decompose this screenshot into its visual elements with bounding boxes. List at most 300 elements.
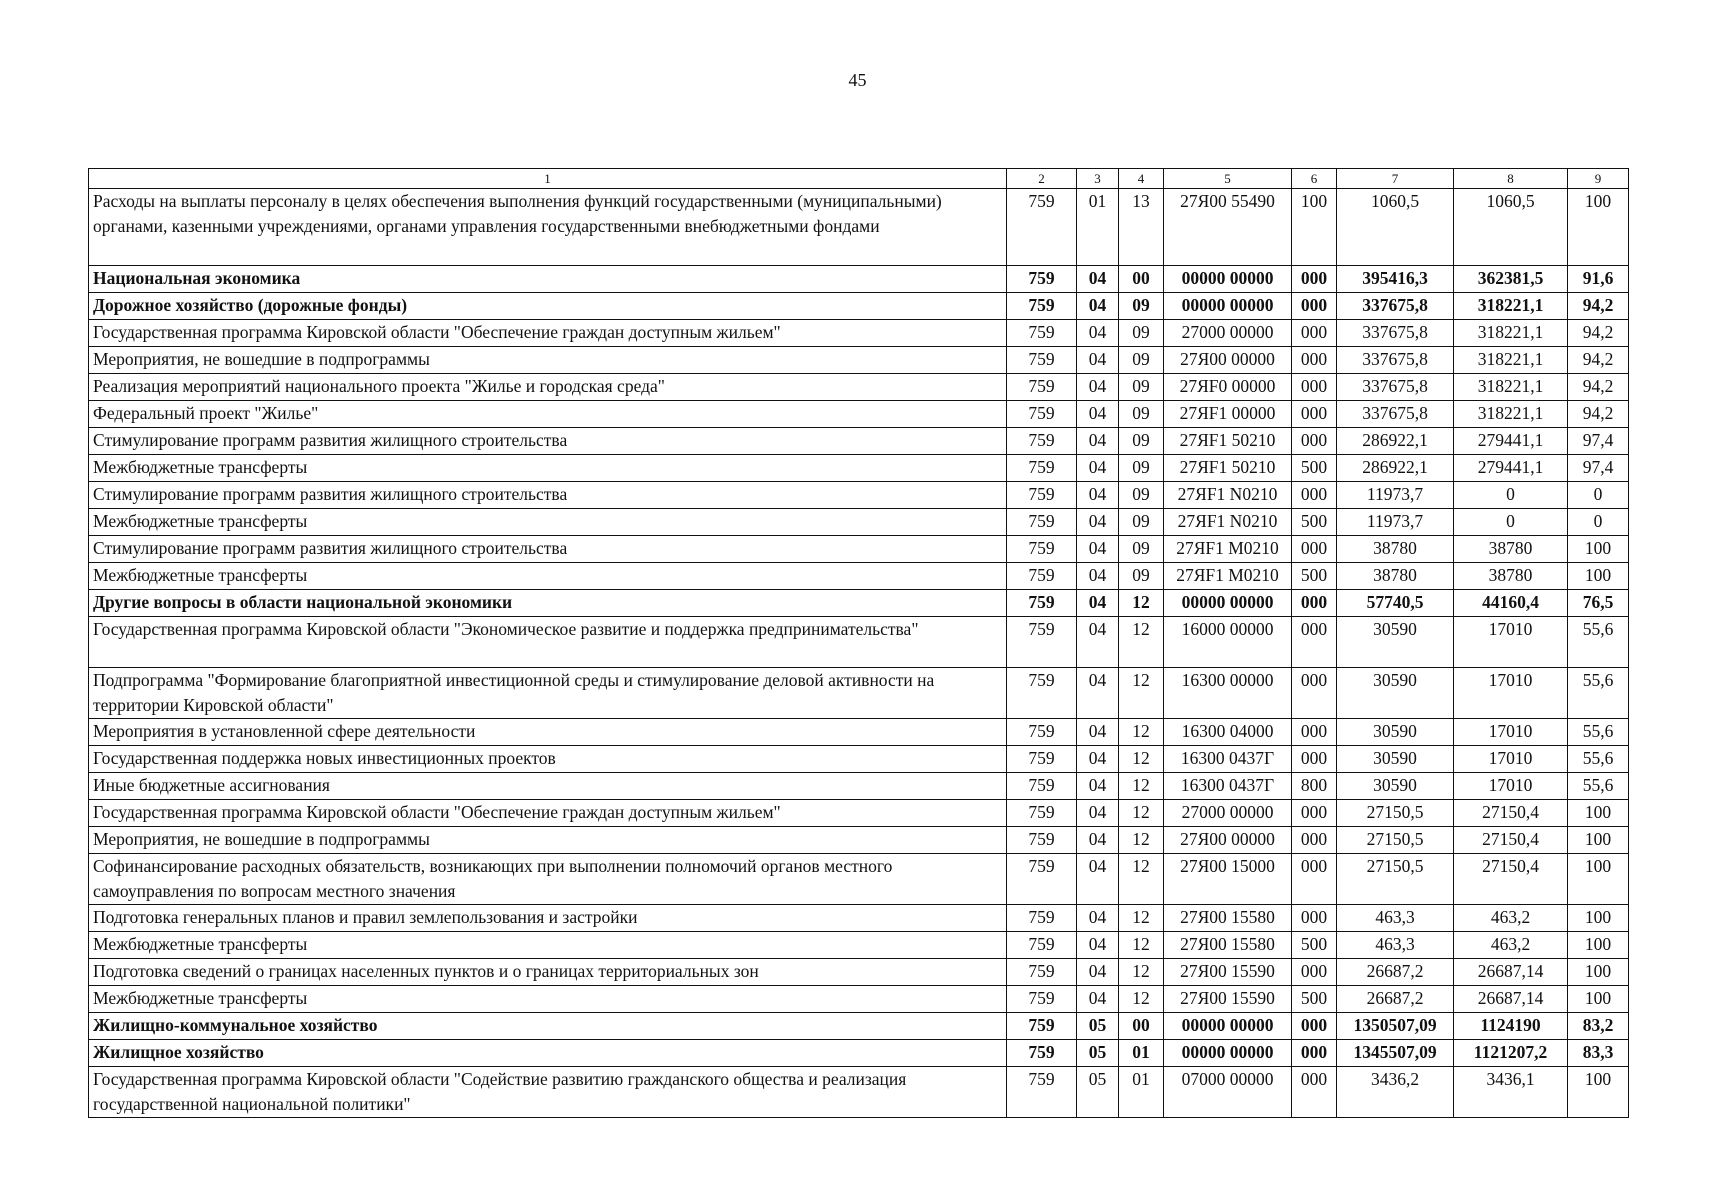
table-row xyxy=(89,932,1629,959)
cell-subsection: 12 xyxy=(1119,959,1164,986)
cell-percent: 100 xyxy=(1568,827,1629,854)
cell-planned: 337675,8 xyxy=(1337,347,1454,374)
cell-percent: 0 xyxy=(1568,482,1629,509)
cell-planned: 27150,5 xyxy=(1337,854,1454,905)
cell-section: 04 xyxy=(1077,428,1119,455)
cell-planned: 286922,1 xyxy=(1337,428,1454,455)
cell-executed: 318221,1 xyxy=(1454,374,1568,401)
row-name: Государственная программа Кировской области "Обеспечение граждан доступным жильем" xyxy=(89,800,1007,827)
cell-admin-code: 759 xyxy=(1007,266,1077,293)
cell-target-article: 16300 0437Г xyxy=(1164,746,1292,773)
table-row xyxy=(89,428,1629,455)
cell-section: 04 xyxy=(1077,347,1119,374)
table-row xyxy=(89,266,1629,293)
cell-expense-type: 000 xyxy=(1292,482,1337,509)
cell-expense-type: 000 xyxy=(1292,320,1337,347)
cell-executed: 1124190 xyxy=(1454,1013,1568,1040)
cell-subsection: 09 xyxy=(1119,509,1164,536)
cell-section: 04 xyxy=(1077,959,1119,986)
header-cell-6: 6 xyxy=(1292,169,1337,189)
table-row xyxy=(89,455,1629,482)
table-row xyxy=(89,293,1629,320)
cell-percent: 83,2 xyxy=(1568,1013,1629,1040)
cell-subsection: 01 xyxy=(1119,1040,1164,1067)
cell-expense-type: 500 xyxy=(1292,509,1337,536)
row-name: Межбюджетные трансферты xyxy=(89,932,1007,959)
cell-admin-code: 759 xyxy=(1007,509,1077,536)
table-row xyxy=(89,719,1629,746)
cell-subsection: 12 xyxy=(1119,932,1164,959)
cell-planned: 26687,2 xyxy=(1337,959,1454,986)
cell-admin-code: 759 xyxy=(1007,347,1077,374)
cell-planned: 26687,2 xyxy=(1337,986,1454,1013)
table-header xyxy=(89,169,1629,189)
table-row xyxy=(89,854,1629,905)
cell-subsection: 13 xyxy=(1119,189,1164,266)
cell-admin-code: 759 xyxy=(1007,854,1077,905)
cell-admin-code: 759 xyxy=(1007,1040,1077,1067)
cell-percent: 94,2 xyxy=(1568,347,1629,374)
row-name: Межбюджетные трансферты xyxy=(89,509,1007,536)
table-row xyxy=(89,482,1629,509)
cell-percent: 55,6 xyxy=(1568,746,1629,773)
cell-expense-type: 000 xyxy=(1292,1040,1337,1067)
cell-subsection: 12 xyxy=(1119,827,1164,854)
cell-expense-type: 000 xyxy=(1292,347,1337,374)
cell-planned: 1350507,09 xyxy=(1337,1013,1454,1040)
cell-executed: 1060,5 xyxy=(1454,189,1568,266)
row-name: Стимулирование программ развития жилищного строительства xyxy=(89,482,1007,509)
cell-admin-code: 759 xyxy=(1007,536,1077,563)
cell-subsection: 12 xyxy=(1119,668,1164,719)
cell-section: 04 xyxy=(1077,455,1119,482)
cell-target-article: 27Я00 00000 xyxy=(1164,347,1292,374)
cell-planned: 30590 xyxy=(1337,746,1454,773)
cell-percent: 100 xyxy=(1568,536,1629,563)
cell-target-article: 27ЯF1 M0210 xyxy=(1164,563,1292,590)
cell-executed: 1121207,2 xyxy=(1454,1040,1568,1067)
row-name: Подготовка сведений о границах населенных пунктов и о границах территориальных зон xyxy=(89,959,1007,986)
cell-expense-type: 000 xyxy=(1292,1013,1337,1040)
header-cell-8: 8 xyxy=(1454,169,1568,189)
cell-executed: 38780 xyxy=(1454,563,1568,590)
cell-executed: 362381,5 xyxy=(1454,266,1568,293)
cell-section: 04 xyxy=(1077,932,1119,959)
cell-target-article: 16300 0437Г xyxy=(1164,773,1292,800)
cell-expense-type: 000 xyxy=(1292,800,1337,827)
row-name: Стимулирование программ развития жилищного строительства xyxy=(89,536,1007,563)
cell-admin-code: 759 xyxy=(1007,563,1077,590)
cell-subsection: 09 xyxy=(1119,401,1164,428)
cell-target-article: 27Я00 15590 xyxy=(1164,986,1292,1013)
cell-expense-type: 000 xyxy=(1292,668,1337,719)
cell-section: 04 xyxy=(1077,563,1119,590)
cell-planned: 27150,5 xyxy=(1337,827,1454,854)
cell-section: 05 xyxy=(1077,1040,1119,1067)
cell-target-article: 27Я00 55490 xyxy=(1164,189,1292,266)
table-row xyxy=(89,401,1629,428)
cell-expense-type: 500 xyxy=(1292,986,1337,1013)
cell-percent: 76,5 xyxy=(1568,590,1629,617)
cell-planned: 30590 xyxy=(1337,617,1454,668)
header-cell-1: 1 xyxy=(89,169,1007,189)
header-cell-5: 5 xyxy=(1164,169,1292,189)
cell-executed: 26687,14 xyxy=(1454,959,1568,986)
cell-admin-code: 759 xyxy=(1007,455,1077,482)
row-name: Иные бюджетные ассигнования xyxy=(89,773,1007,800)
cell-subsection: 09 xyxy=(1119,293,1164,320)
cell-subsection: 12 xyxy=(1119,854,1164,905)
cell-percent: 97,4 xyxy=(1568,455,1629,482)
cell-target-article: 16300 04000 xyxy=(1164,719,1292,746)
row-name: Подготовка генеральных планов и правил землепользования и застройки xyxy=(89,905,1007,932)
table-row xyxy=(89,746,1629,773)
cell-target-article: 00000 00000 xyxy=(1164,293,1292,320)
row-name: Государственная программа Кировской области "Экономическое развитие и поддержка предпринимательства" xyxy=(89,617,1007,668)
cell-executed: 318221,1 xyxy=(1454,293,1568,320)
cell-admin-code: 759 xyxy=(1007,986,1077,1013)
cell-expense-type: 000 xyxy=(1292,266,1337,293)
cell-expense-type: 000 xyxy=(1292,536,1337,563)
row-name: Софинансирование расходных обязательств, возникающих при выполнении полномочий органов местного самоуправления по вопросам местного значения xyxy=(89,854,1007,905)
cell-planned: 395416,3 xyxy=(1337,266,1454,293)
cell-planned: 30590 xyxy=(1337,773,1454,800)
cell-target-article: 07000 00000 xyxy=(1164,1067,1292,1118)
header-cell-3: 3 xyxy=(1077,169,1119,189)
row-name: Стимулирование программ развития жилищного строительства xyxy=(89,428,1007,455)
cell-executed: 0 xyxy=(1454,482,1568,509)
table-row xyxy=(89,509,1629,536)
table-row xyxy=(89,905,1629,932)
cell-percent: 100 xyxy=(1568,1067,1629,1118)
row-name: Межбюджетные трансферты xyxy=(89,455,1007,482)
cell-percent: 97,4 xyxy=(1568,428,1629,455)
table-row xyxy=(89,1040,1629,1067)
table-row xyxy=(89,189,1629,266)
cell-subsection: 12 xyxy=(1119,800,1164,827)
header-row xyxy=(89,169,1629,189)
cell-target-article: 27ЯF0 00000 xyxy=(1164,374,1292,401)
cell-target-article: 00000 00000 xyxy=(1164,1040,1292,1067)
cell-subsection: 00 xyxy=(1119,1013,1164,1040)
cell-section: 04 xyxy=(1077,590,1119,617)
cell-planned: 11973,7 xyxy=(1337,509,1454,536)
cell-admin-code: 759 xyxy=(1007,668,1077,719)
cell-section: 04 xyxy=(1077,986,1119,1013)
cell-subsection: 12 xyxy=(1119,719,1164,746)
cell-planned: 1345507,09 xyxy=(1337,1040,1454,1067)
cell-section: 05 xyxy=(1077,1013,1119,1040)
cell-expense-type: 000 xyxy=(1292,590,1337,617)
cell-section: 04 xyxy=(1077,293,1119,320)
table-row xyxy=(89,800,1629,827)
cell-admin-code: 759 xyxy=(1007,773,1077,800)
cell-percent: 94,2 xyxy=(1568,374,1629,401)
cell-executed: 17010 xyxy=(1454,773,1568,800)
table-row xyxy=(89,374,1629,401)
cell-expense-type: 000 xyxy=(1292,746,1337,773)
cell-planned: 30590 xyxy=(1337,668,1454,719)
cell-percent: 100 xyxy=(1568,854,1629,905)
cell-admin-code: 759 xyxy=(1007,800,1077,827)
cell-executed: 26687,14 xyxy=(1454,986,1568,1013)
cell-target-article: 27ЯF1 00000 xyxy=(1164,401,1292,428)
table-row xyxy=(89,347,1629,374)
header-cell-9: 9 xyxy=(1568,169,1629,189)
cell-percent: 100 xyxy=(1568,932,1629,959)
cell-target-article: 00000 00000 xyxy=(1164,590,1292,617)
cell-target-article: 27000 00000 xyxy=(1164,320,1292,347)
cell-section: 04 xyxy=(1077,773,1119,800)
cell-executed: 17010 xyxy=(1454,746,1568,773)
row-name: Расходы на выплаты персоналу в целях обеспечения выполнения функций государственными (муниципальными) органами, казенными учреждениями, органами управления государственными внебюджетными фондами xyxy=(89,189,1007,266)
cell-subsection: 09 xyxy=(1119,563,1164,590)
cell-expense-type: 000 xyxy=(1292,905,1337,932)
cell-target-article: 27Я00 00000 xyxy=(1164,827,1292,854)
table-row xyxy=(89,986,1629,1013)
cell-admin-code: 759 xyxy=(1007,719,1077,746)
cell-admin-code: 759 xyxy=(1007,1067,1077,1118)
cell-subsection: 12 xyxy=(1119,746,1164,773)
cell-section: 04 xyxy=(1077,401,1119,428)
table-body xyxy=(89,189,1629,1118)
cell-planned: 337675,8 xyxy=(1337,320,1454,347)
cell-section: 04 xyxy=(1077,668,1119,719)
row-name: Жилищное хозяйство xyxy=(89,1040,1007,1067)
cell-section: 04 xyxy=(1077,719,1119,746)
cell-expense-type: 800 xyxy=(1292,773,1337,800)
cell-executed: 318221,1 xyxy=(1454,347,1568,374)
cell-expense-type: 000 xyxy=(1292,854,1337,905)
cell-planned: 11973,7 xyxy=(1337,482,1454,509)
cell-executed: 44160,4 xyxy=(1454,590,1568,617)
cell-target-article: 00000 00000 xyxy=(1164,266,1292,293)
cell-subsection: 12 xyxy=(1119,905,1164,932)
cell-planned: 38780 xyxy=(1337,536,1454,563)
cell-admin-code: 759 xyxy=(1007,590,1077,617)
cell-executed: 318221,1 xyxy=(1454,320,1568,347)
cell-section: 04 xyxy=(1077,746,1119,773)
cell-subsection: 09 xyxy=(1119,374,1164,401)
cell-section: 04 xyxy=(1077,800,1119,827)
cell-planned: 57740,5 xyxy=(1337,590,1454,617)
cell-executed: 27150,4 xyxy=(1454,854,1568,905)
cell-percent: 100 xyxy=(1568,800,1629,827)
cell-executed: 27150,4 xyxy=(1454,800,1568,827)
cell-subsection: 12 xyxy=(1119,617,1164,668)
cell-target-article: 27ЯF1 50210 xyxy=(1164,455,1292,482)
cell-percent: 91,6 xyxy=(1568,266,1629,293)
cell-target-article: 16000 00000 xyxy=(1164,617,1292,668)
cell-subsection: 09 xyxy=(1119,482,1164,509)
row-name: Межбюджетные трансферты xyxy=(89,986,1007,1013)
table-row xyxy=(89,1013,1629,1040)
cell-percent: 100 xyxy=(1568,563,1629,590)
cell-executed: 27150,4 xyxy=(1454,827,1568,854)
header-cell-2: 2 xyxy=(1007,169,1077,189)
cell-subsection: 09 xyxy=(1119,428,1164,455)
row-name: Дорожное хозяйство (дорожные фонды) xyxy=(89,293,1007,320)
page-number: 45 xyxy=(848,70,867,90)
cell-executed: 17010 xyxy=(1454,617,1568,668)
cell-section: 04 xyxy=(1077,617,1119,668)
cell-admin-code: 759 xyxy=(1007,959,1077,986)
cell-expense-type: 000 xyxy=(1292,428,1337,455)
row-name: Федеральный проект "Жилье" xyxy=(89,401,1007,428)
cell-subsection: 12 xyxy=(1119,986,1164,1013)
cell-planned: 337675,8 xyxy=(1337,293,1454,320)
cell-target-article: 27Я00 15580 xyxy=(1164,932,1292,959)
cell-executed: 17010 xyxy=(1454,719,1568,746)
cell-planned: 337675,8 xyxy=(1337,401,1454,428)
header-cell-4: 4 xyxy=(1119,169,1164,189)
cell-executed: 17010 xyxy=(1454,668,1568,719)
header-cell-7: 7 xyxy=(1337,169,1454,189)
cell-subsection: 09 xyxy=(1119,455,1164,482)
cell-admin-code: 759 xyxy=(1007,746,1077,773)
cell-section: 01 xyxy=(1077,189,1119,266)
cell-target-article: 27ЯF1 50210 xyxy=(1164,428,1292,455)
row-name: Государственная поддержка новых инвестиционных проектов xyxy=(89,746,1007,773)
cell-planned: 286922,1 xyxy=(1337,455,1454,482)
cell-expense-type: 500 xyxy=(1292,932,1337,959)
cell-admin-code: 759 xyxy=(1007,401,1077,428)
cell-section: 04 xyxy=(1077,905,1119,932)
cell-section: 04 xyxy=(1077,854,1119,905)
table-row xyxy=(89,617,1629,668)
cell-executed: 279441,1 xyxy=(1454,428,1568,455)
cell-planned: 463,3 xyxy=(1337,905,1454,932)
cell-section: 04 xyxy=(1077,266,1119,293)
cell-admin-code: 759 xyxy=(1007,428,1077,455)
cell-admin-code: 759 xyxy=(1007,320,1077,347)
table-row xyxy=(89,563,1629,590)
cell-percent: 55,6 xyxy=(1568,617,1629,668)
cell-expense-type: 100 xyxy=(1292,189,1337,266)
cell-admin-code: 759 xyxy=(1007,293,1077,320)
cell-target-article: 27Я00 15000 xyxy=(1164,854,1292,905)
cell-percent: 100 xyxy=(1568,905,1629,932)
table-row xyxy=(89,668,1629,719)
cell-percent: 100 xyxy=(1568,986,1629,1013)
row-name: Подпрограмма "Формирование благоприятной инвестиционной среды и стимулирование деловой активности на территории Кировской области" xyxy=(89,668,1007,719)
cell-target-article: 27ЯF1 M0210 xyxy=(1164,536,1292,563)
cell-target-article: 27ЯF1 N0210 xyxy=(1164,482,1292,509)
cell-admin-code: 759 xyxy=(1007,189,1077,266)
row-name: Государственная программа Кировской области "Обеспечение граждан доступным жильем" xyxy=(89,320,1007,347)
cell-expense-type: 000 xyxy=(1292,401,1337,428)
table-row xyxy=(89,590,1629,617)
cell-percent: 94,2 xyxy=(1568,320,1629,347)
cell-subsection: 09 xyxy=(1119,320,1164,347)
cell-expense-type: 500 xyxy=(1292,455,1337,482)
cell-target-article: 27ЯF1 N0210 xyxy=(1164,509,1292,536)
budget-table xyxy=(88,168,1629,1118)
cell-percent: 0 xyxy=(1568,509,1629,536)
table-row xyxy=(89,959,1629,986)
cell-subsection: 12 xyxy=(1119,773,1164,800)
cell-percent: 94,2 xyxy=(1568,293,1629,320)
cell-section: 04 xyxy=(1077,320,1119,347)
cell-expense-type: 000 xyxy=(1292,374,1337,401)
cell-expense-type: 000 xyxy=(1292,827,1337,854)
cell-subsection: 01 xyxy=(1119,1067,1164,1118)
cell-section: 04 xyxy=(1077,374,1119,401)
cell-section: 04 xyxy=(1077,509,1119,536)
cell-percent: 94,2 xyxy=(1568,401,1629,428)
cell-executed: 318221,1 xyxy=(1454,401,1568,428)
cell-section: 04 xyxy=(1077,827,1119,854)
cell-expense-type: 000 xyxy=(1292,959,1337,986)
cell-executed: 38780 xyxy=(1454,536,1568,563)
cell-admin-code: 759 xyxy=(1007,827,1077,854)
cell-expense-type: 000 xyxy=(1292,719,1337,746)
cell-planned: 30590 xyxy=(1337,719,1454,746)
cell-planned: 27150,5 xyxy=(1337,800,1454,827)
cell-target-article: 16300 00000 xyxy=(1164,668,1292,719)
row-name: Жилищно-коммунальное хозяйство xyxy=(89,1013,1007,1040)
cell-subsection: 00 xyxy=(1119,266,1164,293)
cell-expense-type: 500 xyxy=(1292,563,1337,590)
cell-percent: 55,6 xyxy=(1568,668,1629,719)
cell-target-article: 27Я00 15590 xyxy=(1164,959,1292,986)
cell-planned: 337675,8 xyxy=(1337,374,1454,401)
cell-executed: 3436,1 xyxy=(1454,1067,1568,1118)
cell-admin-code: 759 xyxy=(1007,482,1077,509)
cell-section: 04 xyxy=(1077,482,1119,509)
cell-subsection: 12 xyxy=(1119,590,1164,617)
row-name: Национальная экономика xyxy=(89,266,1007,293)
cell-admin-code: 759 xyxy=(1007,905,1077,932)
cell-section: 04 xyxy=(1077,536,1119,563)
cell-executed: 0 xyxy=(1454,509,1568,536)
cell-executed: 463,2 xyxy=(1454,932,1568,959)
cell-admin-code: 759 xyxy=(1007,932,1077,959)
cell-percent: 100 xyxy=(1568,189,1629,266)
table-row xyxy=(89,320,1629,347)
table-row xyxy=(89,773,1629,800)
cell-subsection: 09 xyxy=(1119,347,1164,374)
cell-percent: 55,6 xyxy=(1568,773,1629,800)
row-name: Реализация мероприятий национального проекта "Жилье и городская среда" xyxy=(89,374,1007,401)
cell-admin-code: 759 xyxy=(1007,1013,1077,1040)
row-name: Мероприятия, не вошедшие в подпрограммы xyxy=(89,347,1007,374)
table-row xyxy=(89,827,1629,854)
cell-percent: 100 xyxy=(1568,959,1629,986)
cell-executed: 463,2 xyxy=(1454,905,1568,932)
cell-expense-type: 000 xyxy=(1292,293,1337,320)
cell-admin-code: 759 xyxy=(1007,374,1077,401)
cell-target-article: 27Я00 15580 xyxy=(1164,905,1292,932)
row-name: Государственная программа Кировской области "Содействие развитию гражданского общества и реализация государственной национальной политики" xyxy=(89,1067,1007,1118)
cell-planned: 3436,2 xyxy=(1337,1067,1454,1118)
table-row xyxy=(89,1067,1629,1118)
cell-section: 05 xyxy=(1077,1067,1119,1118)
cell-planned: 38780 xyxy=(1337,563,1454,590)
cell-subsection: 09 xyxy=(1119,536,1164,563)
cell-percent: 55,6 xyxy=(1568,719,1629,746)
cell-admin-code: 759 xyxy=(1007,617,1077,668)
cell-executed: 279441,1 xyxy=(1454,455,1568,482)
table-row xyxy=(89,536,1629,563)
cell-planned: 1060,5 xyxy=(1337,189,1454,266)
cell-target-article: 00000 00000 xyxy=(1164,1013,1292,1040)
cell-expense-type: 000 xyxy=(1292,1067,1337,1118)
cell-percent: 83,3 xyxy=(1568,1040,1629,1067)
cell-planned: 463,3 xyxy=(1337,932,1454,959)
row-name: Межбюджетные трансферты xyxy=(89,563,1007,590)
row-name: Другие вопросы в области национальной экономики xyxy=(89,590,1007,617)
